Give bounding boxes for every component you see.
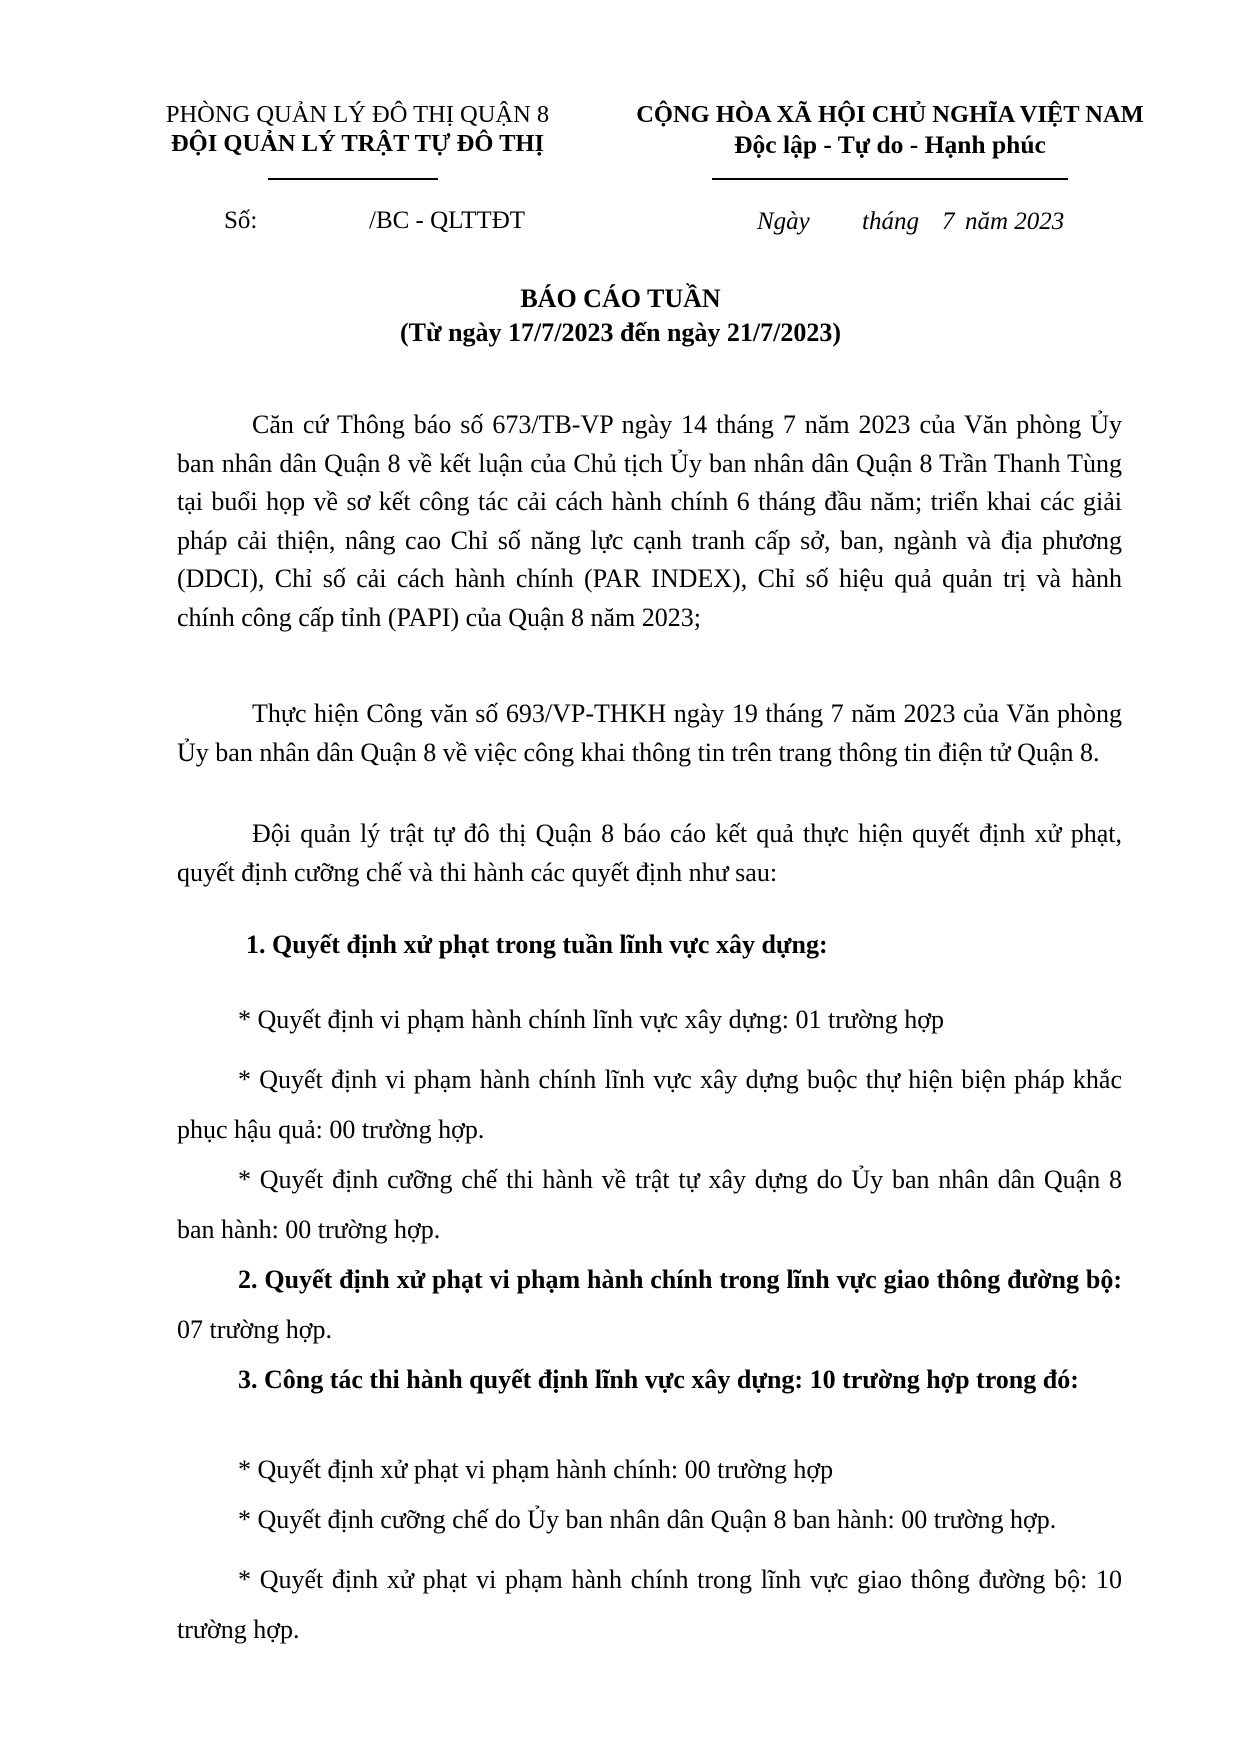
- section-3-heading: 3. Công tác thi hành quyết định lĩnh vực xây dựng: 10 trường hợp trong đó:: [238, 1365, 1079, 1394]
- report-period: (Từ ngày 17/7/2023 đến ngày 21/7/2023): [399, 318, 842, 347]
- document-number-label: Số:: [224, 207, 258, 234]
- unit-name: ĐỘI QUẢN LÝ TRẬT TỰ ĐÔ THỊ: [170, 130, 545, 157]
- section-3-item: * Quyết định xử phạt vi phạm hành chính trong lĩnh vực giao thông đường bộ: 10 trường hợp.: [177, 1565, 1122, 1644]
- date-year: năm 2023: [965, 208, 1065, 235]
- section-1-item: * Quyết định vi phạm hành chính lĩnh vực xây dựng: 01 trường hợp: [238, 1005, 944, 1034]
- section-2-heading: 2. Quyết định xử phạt vi phạm hành chính trong lĩnh vực giao thông đường bộ:: [238, 1265, 1122, 1294]
- paragraph-report-intro: Đội quản lý trật tự đô thị Quận 8 báo cáo kết quả thực hiện quyết định xử phạt, quyết định cưỡng chế và thi hành các quyết định như sau:: [177, 819, 1122, 887]
- document-number-code: /BC - QLTTĐT: [369, 207, 526, 234]
- national-motto: Độc lập - Tự do - Hạnh phúc: [734, 130, 1046, 159]
- section-2: [177, 1255, 1122, 1355]
- nation-title: CỘNG HÒA XÃ HỘI CHỦ NGHĨA VIỆT NAM: [636, 101, 1144, 128]
- section-1-heading: 1. Quyết định xử phạt trong tuần lĩnh vực xây dựng:: [246, 930, 828, 959]
- agency-name: PHÒNG QUẢN LÝ ĐÔ THỊ QUẬN 8: [165, 101, 550, 128]
- unit-underline: [268, 178, 438, 180]
- report-title: BÁO CÁO TUẦN: [520, 284, 721, 313]
- section-3-item: * Quyết định cưỡng chế do Ủy ban nhân dân Quận 8 ban hành: 00 trường hợp.: [238, 1505, 1057, 1534]
- section-1-item: * Quyết định vi phạm hành chính lĩnh vực xây dựng buộc thự hiện biện pháp khắc phục hậu quả: 00 trường hợp.: [177, 1065, 1122, 1144]
- section-1-item: * Quyết định cưỡng chế thi hành về trật tự xây dựng do Ủy ban nhân dân Quận 8 ban hành: 00 trường hợp.: [177, 1165, 1122, 1244]
- date-month-label: tháng: [862, 208, 919, 235]
- date-day-label: Ngày: [757, 208, 810, 235]
- paragraph-legal-basis-1: Căn cứ Thông báo số 673/TB-VP ngày 14 tháng 7 năm 2023 của Văn phòng Ủy ban nhân dân Quận 8 về kết luận của Chủ tịch Ủy ban nhân dân Quận 8 Trần Thanh Tùng tại buổi họp về sơ kết công tác cải cách hành chính 6 tháng đầu năm; triển khai các giải pháp cải thiện, nâng cao Chỉ số năng lực cạnh tranh cấp sở, ban, ngành và địa phương (DDCI), Chỉ số cải cách hành chính (PAR INDEX), Chỉ số hiệu quả quản trị và hành chính công cấp tỉnh (PAPI) của Quận 8 năm 2023;: [177, 410, 1122, 632]
- motto-underline: [712, 178, 1068, 180]
- date-month-value: 7: [942, 208, 955, 235]
- paragraph-legal-basis-2: Thực hiện Công văn số 693/VP-THKH ngày 19 tháng 7 năm 2023 của Văn phòng Ủy ban nhân dân Quận 8 về việc công khai thông tin trên trang thông tin điện tử Quận 8.: [177, 699, 1122, 767]
- section-2-value: 07 trường hợp.: [177, 1315, 332, 1344]
- section-3-item: * Quyết định xử phạt vi phạm hành chính: 00 trường hợp: [238, 1455, 834, 1484]
